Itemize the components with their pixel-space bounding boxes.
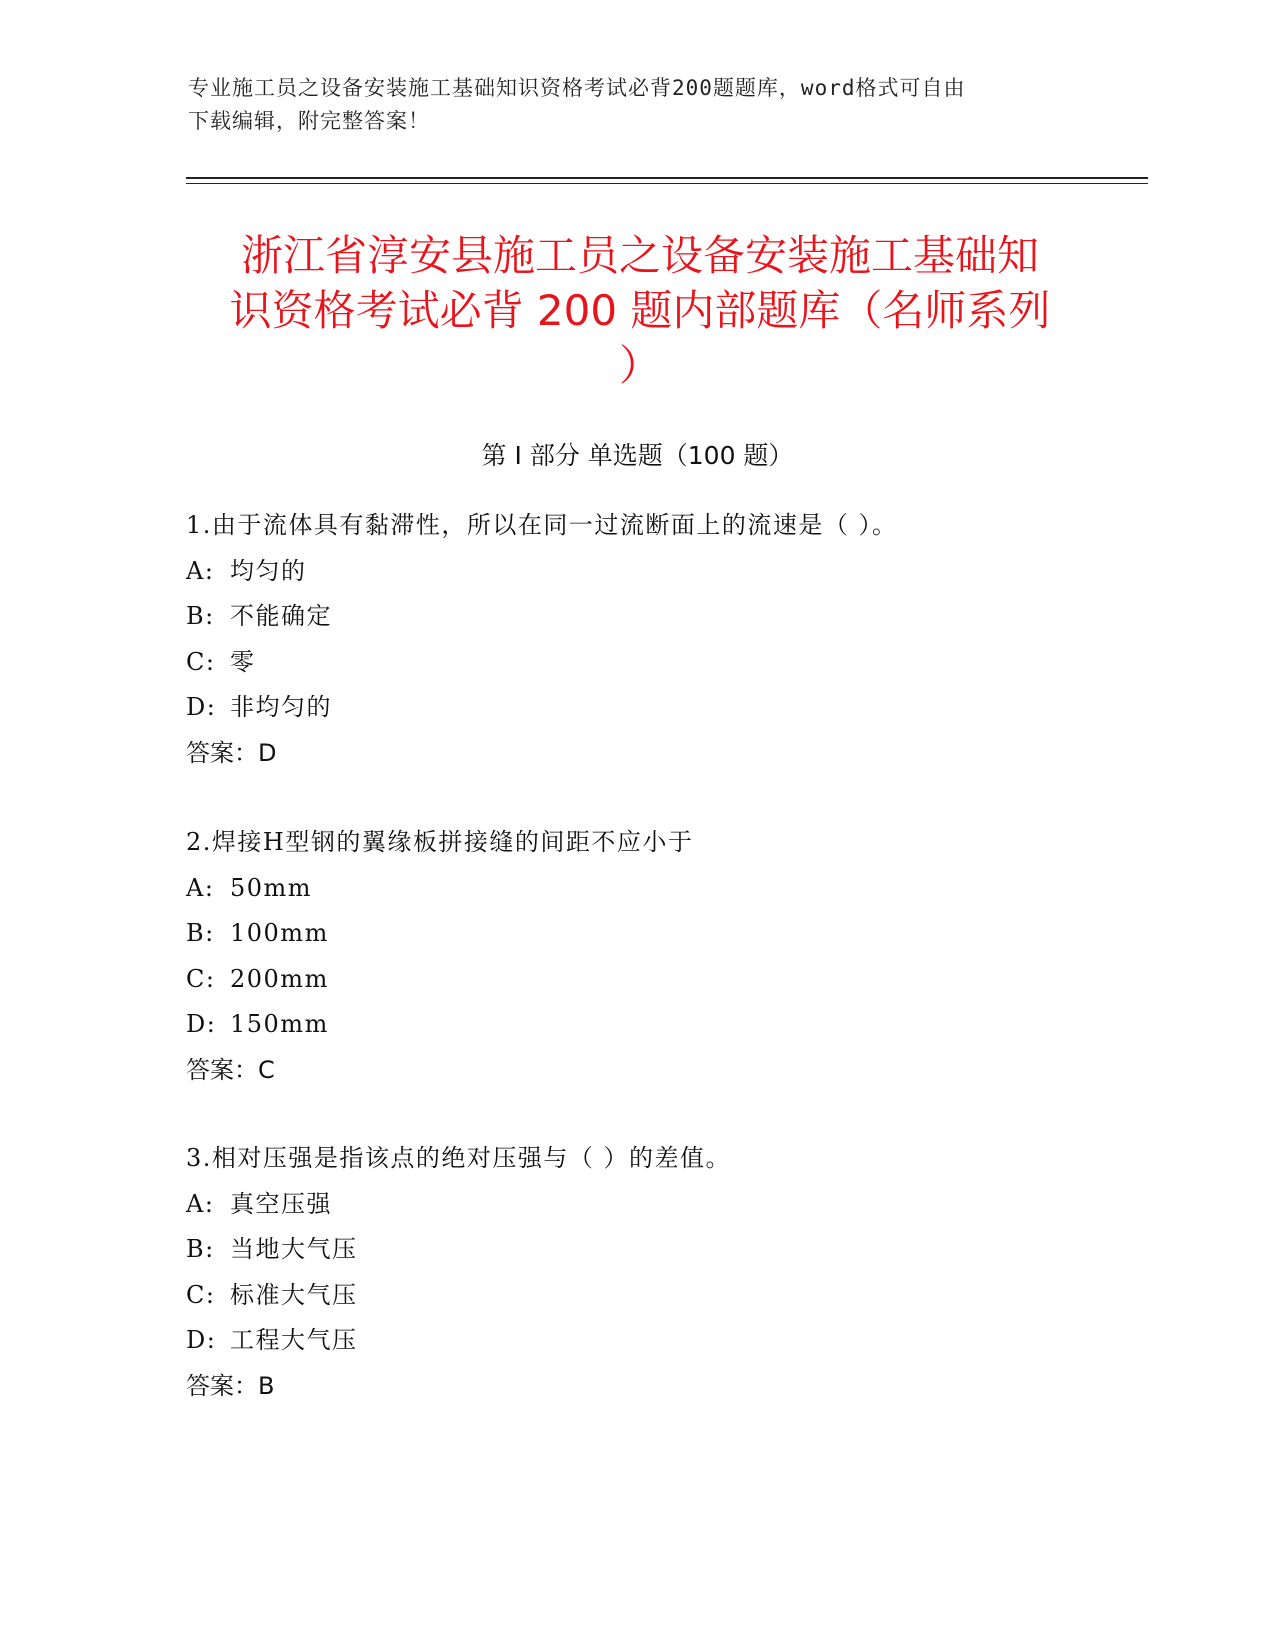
question-3 <box>186 1136 1086 1410</box>
question-stem: 1.由于流体具有黏滞性，所以在同一过流断面上的流速是（ ）。 <box>186 511 898 539</box>
option-key: A: <box>186 873 215 902</box>
option-text: 均匀的 <box>230 556 307 585</box>
answer-line: 答案：C <box>186 1055 275 1084</box>
option-a <box>186 549 1086 595</box>
option-text: 当地大气压 <box>230 1235 358 1264</box>
option-key: B: <box>186 919 215 948</box>
option-c <box>186 1273 1086 1319</box>
answer-line: 答案：D <box>186 738 277 767</box>
option-a <box>186 866 1086 912</box>
option-key: A: <box>186 1189 215 1218</box>
option-key: D: <box>186 693 217 722</box>
option-text: 工程大气压 <box>230 1326 358 1355</box>
document-title <box>190 228 1090 393</box>
question-stem: 3.相对压强是指该点的绝对压强与（ ）的差值。 <box>186 1144 732 1172</box>
option-c <box>186 957 1086 1003</box>
option-b <box>186 911 1086 957</box>
option-text: 非均匀的 <box>230 693 332 722</box>
answer-line: 答案：B <box>186 1371 275 1400</box>
option-key: B: <box>186 602 215 631</box>
option-key: C: <box>186 1280 216 1309</box>
option-key: C: <box>186 647 216 676</box>
header-note-line-1: 专业施工员之设备安装施工基础知识资格考试必背200题题库，word格式可自由 <box>188 76 966 100</box>
option-key: D: <box>186 1010 217 1039</box>
option-text: 50mm <box>230 873 313 902</box>
option-d <box>186 1318 1086 1364</box>
option-text: 真空压强 <box>230 1189 332 1218</box>
option-key: C: <box>186 964 216 993</box>
option-key: B: <box>186 1235 215 1264</box>
option-text: 零 <box>230 647 256 676</box>
option-text: 200mm <box>230 964 329 993</box>
question-2 <box>186 820 1086 1094</box>
option-d <box>186 1002 1086 1048</box>
option-a <box>186 1182 1086 1228</box>
option-key: D: <box>186 1326 217 1355</box>
option-text: 标准大气压 <box>230 1280 358 1309</box>
question-1 <box>186 503 1086 777</box>
option-text: 不能确定 <box>230 602 332 631</box>
document-title-line-2: 识资格考试必背 200 题内部题库（名师系列 <box>229 286 1051 335</box>
header-note <box>188 72 1078 138</box>
option-c <box>186 640 1086 686</box>
header-divider-thick <box>186 177 1148 179</box>
option-key: A: <box>186 556 215 585</box>
option-b <box>186 594 1086 640</box>
section-heading: 第 I 部分 单选题（100 题） <box>481 441 794 470</box>
document-title-line-3: ） <box>618 341 661 390</box>
option-text: 100mm <box>230 919 329 948</box>
option-d <box>186 685 1086 731</box>
header-divider-thin <box>186 183 1148 184</box>
document-title-line-1: 浙江省淳安县施工员之设备安装施工基础知 <box>240 231 1039 280</box>
question-stem: 2.焊接H型钢的翼缘板拼接缝的间距不应小于 <box>186 828 694 856</box>
header-note-line-2: 下载编辑，附完整答案！ <box>188 109 430 133</box>
option-b <box>186 1227 1086 1273</box>
option-text: 150mm <box>230 1010 329 1039</box>
